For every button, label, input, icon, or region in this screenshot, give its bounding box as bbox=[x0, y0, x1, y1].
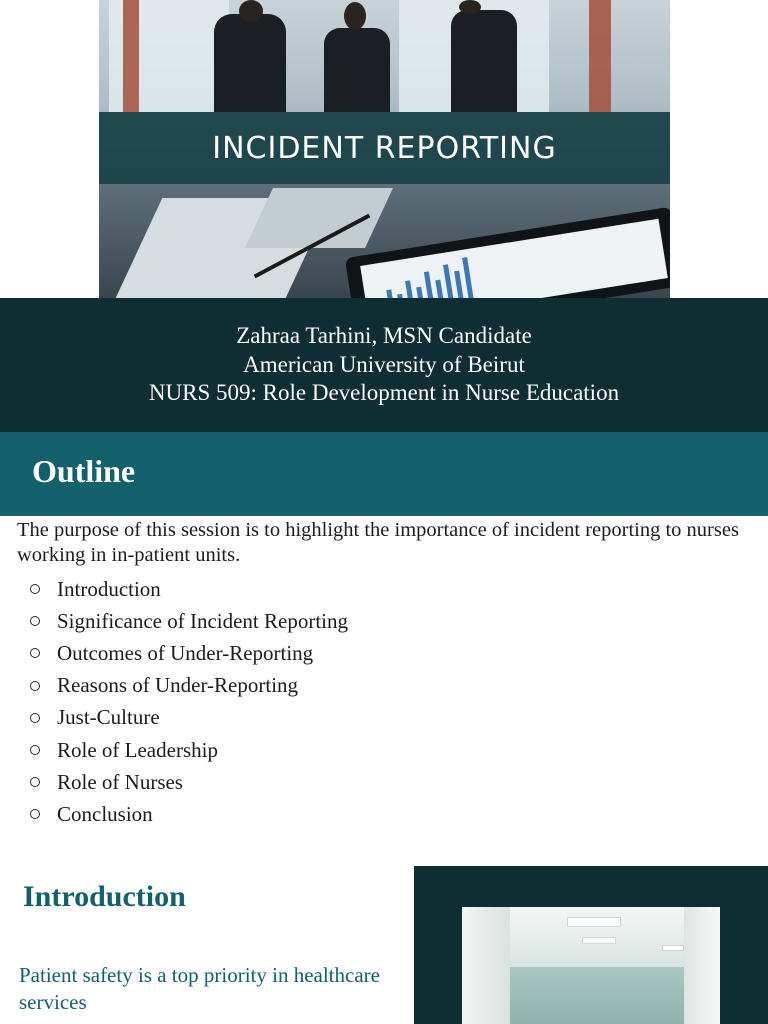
author-band bbox=[0, 298, 768, 432]
outline-title: Outline bbox=[32, 453, 136, 489]
outline-item bbox=[28, 605, 348, 637]
circle-bullet-icon bbox=[30, 648, 40, 658]
outline-item bbox=[28, 734, 348, 766]
cover-photo bbox=[99, 0, 670, 298]
circle-bullet-icon bbox=[30, 809, 40, 819]
chart-bar bbox=[443, 264, 455, 298]
corridor-wall bbox=[684, 907, 720, 1024]
hospital-corridor-photo bbox=[462, 907, 720, 1024]
chart-bar bbox=[416, 287, 425, 298]
purpose-statement: The purpose of this session is to highlight the importance of incident reporting to nurses working in in-patient units. bbox=[17, 519, 739, 566]
outline-item-label: Role of Nurses bbox=[57, 769, 183, 794]
window-pillar bbox=[123, 0, 139, 112]
circle-bullet-icon bbox=[30, 713, 40, 723]
corridor-floor bbox=[510, 967, 684, 1024]
person-silhouette bbox=[324, 28, 390, 112]
outline-item-label: Significance of Incident Reporting bbox=[57, 608, 348, 633]
person-silhouette bbox=[451, 10, 517, 112]
outline-item bbox=[28, 798, 348, 830]
tablet bbox=[345, 207, 670, 298]
outline-item bbox=[28, 573, 348, 605]
author-name: Zahraa Tarhini, MSN Candidate bbox=[236, 323, 532, 349]
corridor-wall bbox=[462, 907, 510, 1024]
cover-title: INCIDENT REPORTING bbox=[212, 130, 557, 166]
outline-header bbox=[0, 432, 768, 516]
circle-bullet-icon bbox=[30, 616, 40, 626]
tablet-chart bbox=[360, 219, 668, 298]
circle-bullet-icon bbox=[30, 745, 40, 755]
cover-hero bbox=[0, 0, 768, 298]
ceiling-light bbox=[662, 945, 684, 951]
person-head bbox=[239, 0, 263, 22]
course-name: NURS 509: Role Development in Nurse Education bbox=[148, 380, 620, 406]
outline-item bbox=[28, 766, 348, 798]
introduction-image-panel bbox=[414, 866, 768, 1024]
outline-item-label: Outcomes of Under-Reporting bbox=[57, 640, 314, 665]
desk-scene bbox=[99, 184, 670, 298]
person-head bbox=[459, 0, 481, 14]
outline-item bbox=[28, 670, 348, 702]
circle-bullet-icon bbox=[30, 681, 40, 691]
person-silhouette bbox=[214, 14, 286, 112]
chart-bar bbox=[435, 280, 445, 298]
ceiling-light bbox=[582, 937, 616, 944]
person-head bbox=[344, 2, 366, 30]
outline-item-label: Role of Leadership bbox=[57, 737, 218, 762]
window-pillar bbox=[589, 0, 611, 112]
title-banner bbox=[99, 112, 670, 184]
chart-bar bbox=[454, 271, 465, 298]
outline-list bbox=[28, 573, 348, 831]
circle-bullet-icon bbox=[30, 584, 40, 594]
chart-bar bbox=[386, 289, 395, 298]
introduction-title: Introduction bbox=[23, 880, 186, 913]
introduction-text: Patient safety is a top priority in healthcare services bbox=[19, 963, 380, 1014]
ceiling-light bbox=[567, 917, 621, 927]
circle-bullet-icon bbox=[30, 777, 40, 787]
chart-bar bbox=[462, 257, 474, 298]
outline-item-label: Conclusion bbox=[57, 801, 153, 826]
author-institution: American University of Beirut bbox=[243, 351, 525, 377]
chart-bar bbox=[424, 271, 435, 298]
chart-bar bbox=[405, 280, 415, 298]
outline-item bbox=[28, 702, 348, 734]
outline-item-label: Reasons of Under-Reporting bbox=[57, 673, 299, 698]
outline-item-label: Introduction bbox=[57, 576, 161, 601]
outline-item-label: Just-Culture bbox=[57, 705, 160, 730]
outline-item bbox=[28, 637, 348, 669]
